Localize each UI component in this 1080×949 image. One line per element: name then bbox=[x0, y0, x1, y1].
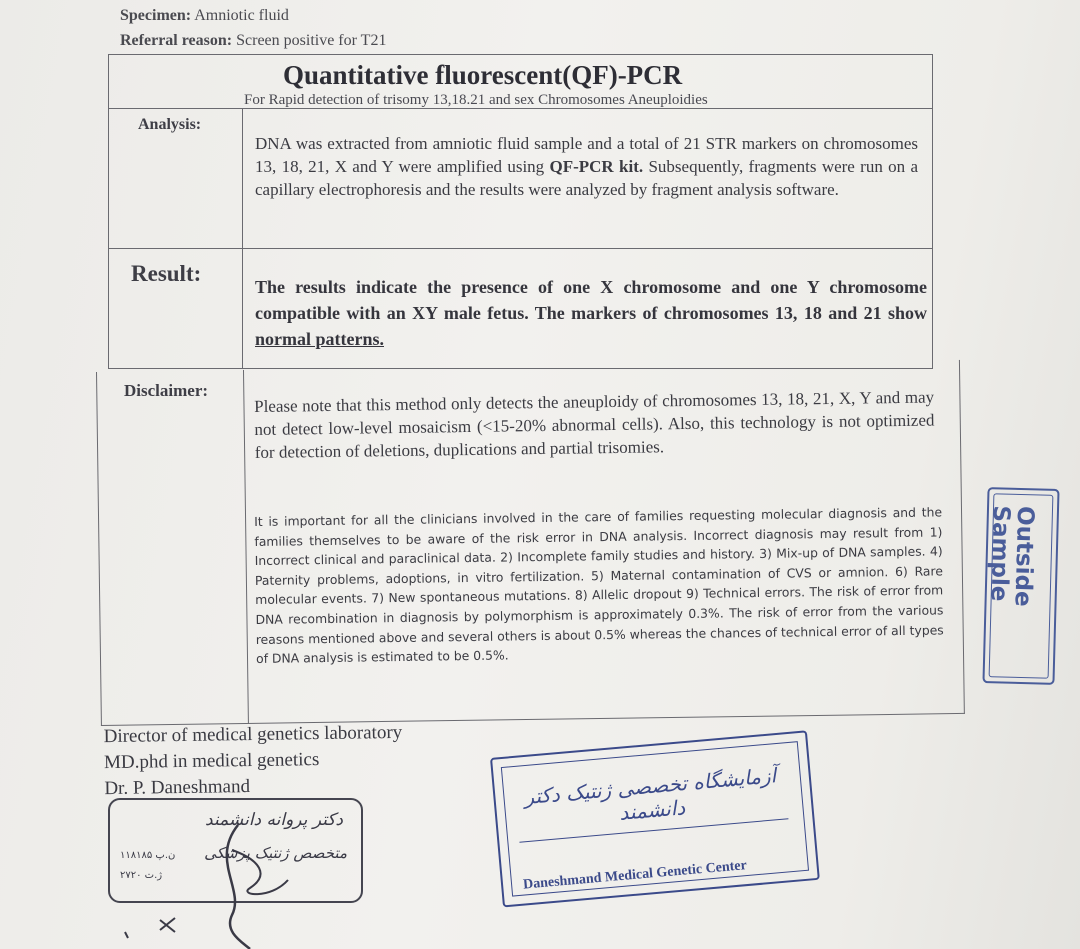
result-label: Result: bbox=[131, 261, 202, 286]
outside-stamp-word-2: Sample bbox=[985, 505, 1015, 602]
analysis-text bbox=[255, 132, 918, 201]
result-emphasis: normal patterns. bbox=[255, 329, 384, 349]
specimen-line bbox=[120, 7, 289, 25]
signature-block bbox=[103, 720, 403, 802]
result-text bbox=[255, 274, 927, 352]
director-degree: MD.phd in medical genetics bbox=[103, 749, 320, 774]
director-title: Director of medical genetics laboratory bbox=[103, 721, 403, 748]
doctor-stamp-specialty: متخصص ژنتیک پزشکی bbox=[204, 844, 347, 862]
specimen-label: Specimen: bbox=[120, 7, 192, 24]
report-title: Quantitative fluorescent(QF)-PCR bbox=[283, 60, 683, 90]
doctor-stamp-code-2: ژ.ت ۲۷۲۰ bbox=[120, 870, 163, 881]
analysis-label: Analysis: bbox=[138, 116, 202, 133]
disclaimer-label: Disclaimer: bbox=[124, 381, 209, 400]
table-column-divider bbox=[242, 108, 243, 369]
disclaimer-text: Please note that this method only detects the aneuploidy of chromosomes 13, 18, 21, X, Y and may not detect low-level mosaicism (<15-20% abnormal cells). Also, this technology is not optimized for detection of deletions, duplications and partial trisomies. bbox=[254, 387, 935, 462]
result-text-main: The results indicate the presence of one X chromosome and one Y chromosome compatible with an XY male fetus. The markers of chromosomes 13, 18 and 21 show bbox=[255, 277, 927, 323]
analysis-text-main: DNA was extracted from amniotic fluid sample and a total of 21 STR markers on chromosomes 13, 18, 21, X and Y were amplified using bbox=[255, 134, 918, 176]
table-divider bbox=[108, 248, 933, 249]
specimen-value: Amniotic fluid bbox=[194, 7, 289, 24]
doctor-stamp-code-1: ن.پ ۱۱۸۱۸۵ bbox=[120, 850, 176, 861]
analysis-text-followup: Subsequently, fragments were run on a capillary electrophoresis and the results were analyzed by fragment analysis software. bbox=[255, 157, 919, 199]
referral-value: Screen positive for T21 bbox=[236, 32, 387, 49]
outside-stamp-word-1: Outside bbox=[1009, 505, 1039, 607]
handwritten-signature bbox=[120, 820, 320, 949]
director-name: Dr. P. Daneshmand bbox=[104, 776, 251, 800]
doctor-stamp-name: دکتر پروانه دانشمند bbox=[205, 810, 343, 830]
referral-label: Referral reason: bbox=[120, 32, 233, 49]
lab-stamp-english: Daneshmand Medical Genetic Center bbox=[522, 858, 748, 893]
analysis-kit: QF-PCR kit. bbox=[549, 157, 644, 176]
outside-sample-stamp bbox=[982, 487, 1059, 685]
disclaimer-risk-text: It is important for all the clinicians involved in the care of families requesting molecular diagnosis and the families themselves to be aware of the risk error in DNA analysis. Incorrect diagnosis may result from 1) Incorrect clinical and paraclinical data. 2) Incomplete family studies and history. 3) Mix-up of DNA samples. 4) Paternity problems, adoptions, in vitro fertilization. 5) Maternal contamination of CVS or amnion. 6) Rare molecular events. 7) New spontaneous mutations. 8) Allelic dropout 9) Technical errors. The risk of error from DNA recombination in diagnosis by polymorphism is approximately 0.3%. The risk of error from the various reasons mentioned above and several others is about 0.5% whereas the chances of technical error of all types of DNA analysis is estimated to be 0.5%. bbox=[254, 504, 944, 667]
referral-line bbox=[120, 32, 386, 50]
lab-stamp bbox=[490, 730, 820, 907]
table-column-divider bbox=[243, 370, 249, 724]
report-subtitle: For Rapid detection of trisomy 13,18.21 and sex Chromosomes Aneuploidies bbox=[244, 92, 708, 108]
outside-stamp-text bbox=[985, 505, 1037, 676]
lab-stamp-persian: آزمایشگاه تخصصی ژنتیک دکتر دانشمند bbox=[523, 763, 777, 825]
